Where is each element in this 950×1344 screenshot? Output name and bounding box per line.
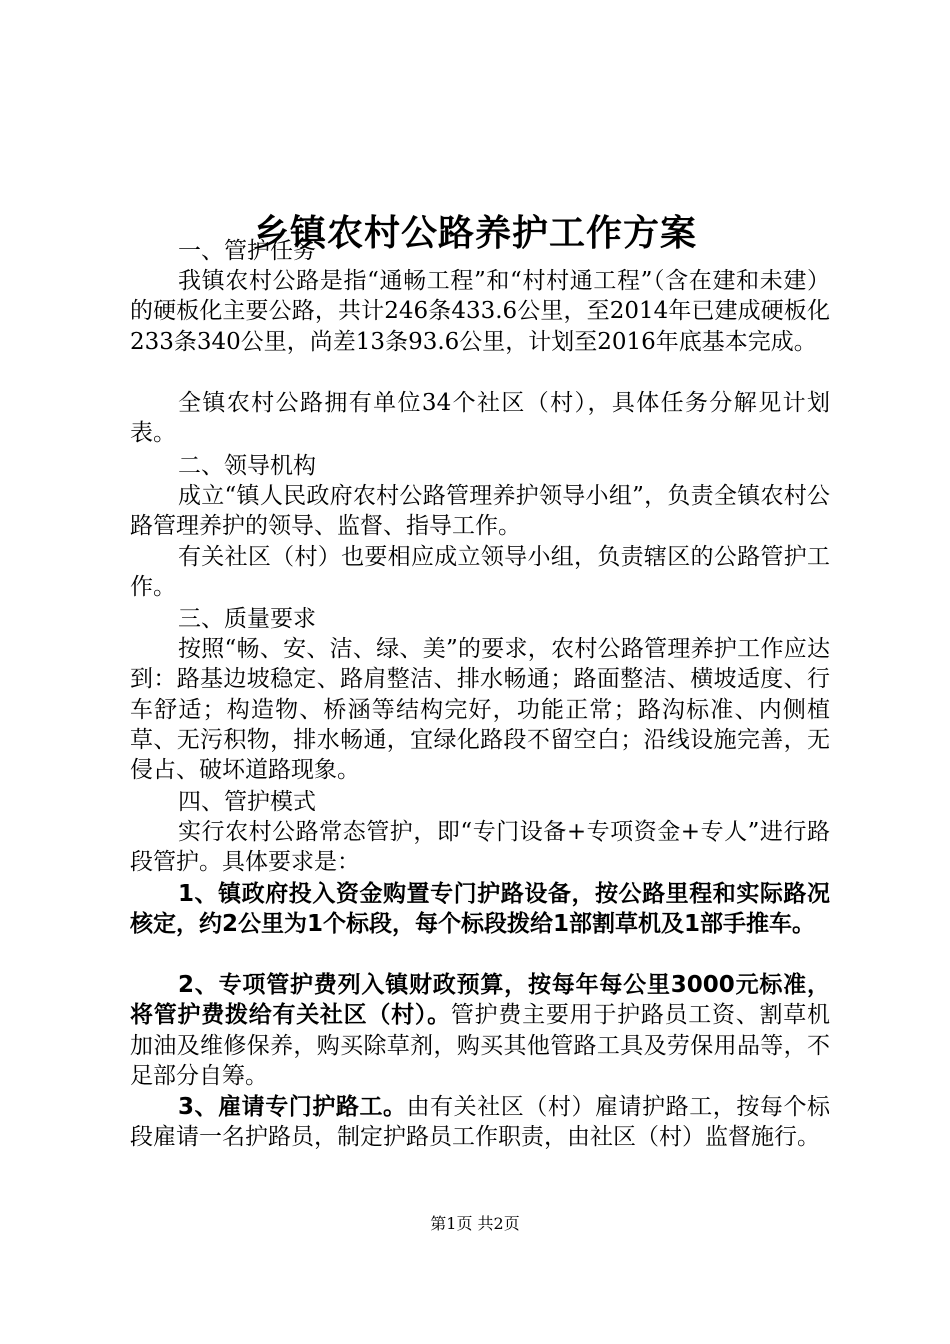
list-item: 1、镇政府投入资金购置专门护路设备，按公路里程和实际路况核定，约2公里为1个标段，每个标段拨给1部割草机及1部手推车。 (130, 881, 830, 938)
paragraph: 按照“畅、安、洁、绿、美”的要求，农村公路管理养护工作应达到：路基边坡稳定、路肩整洁、排水畅通；路面整洁、横坡适度、行车舒适；构造物、桥涵等结构完好，功能正常；路沟标准、内侧植草、无污积物，排水畅通，宜绿化路段不留空白；沿线设施完善，无侵占、破坏道路现象。 (130, 636, 830, 784)
paragraph: 实行农村公路常态管护，即“专门设备+专项资金+专人”进行路段管护。具体要求是： (130, 819, 830, 876)
paragraph: 有关社区（村）也要相应成立领导小组，负责辖区的公路管护工作。 (130, 544, 830, 601)
paragraph: 全镇农村公路拥有单位34个社区（村），具体任务分解见计划表。 (130, 390, 830, 447)
list-item (130, 970, 830, 1091)
paragraph: 我镇农村公路是指“通畅工程”和“村村通工程”（含在建和未建）的硬板化主要公路，共计246条433.6公里，至2014年已建成硬板化233条340公里，尚差13条93.6公里，计划至2016年底基本完成。 (130, 268, 830, 355)
section-heading: 四、管护模式 (178, 789, 316, 815)
page-footer: 第1页 共2页 (430, 1214, 520, 1233)
paragraph: 成立“镇人民政府农村公路管理养护领导小组”，负责全镇农村公路管理养护的领导、监督、指导工作。 (130, 483, 830, 540)
list-item-text: 管护费主要用于护路员工资、割草机加油及维修保养，购买除草剂，购买其他管路工具及劳保用品等，不足部分自筹。 (130, 1002, 831, 1089)
list-item-bold-lead: 2、专项管护费列入镇财政预算，按每年每公里3000元标准，将管护费拨给有关社区（村）。 (130, 972, 830, 1029)
list-item-bold-lead: 3、雇请专门护路工。 (178, 1094, 407, 1120)
document-title: 乡镇农村公路养护工作方案 (252, 213, 697, 255)
section-heading: 一、管护任务 (178, 238, 316, 264)
list-item-text: 由有关社区（村）雇请护路工，按每个标段雇请一名护路员，制定护路员工作职责，由社区（村）监督施行。 (130, 1094, 830, 1151)
list-item (130, 1092, 830, 1153)
section-heading: 二、领导机构 (178, 453, 316, 479)
section-heading: 三、质量要求 (178, 606, 316, 632)
